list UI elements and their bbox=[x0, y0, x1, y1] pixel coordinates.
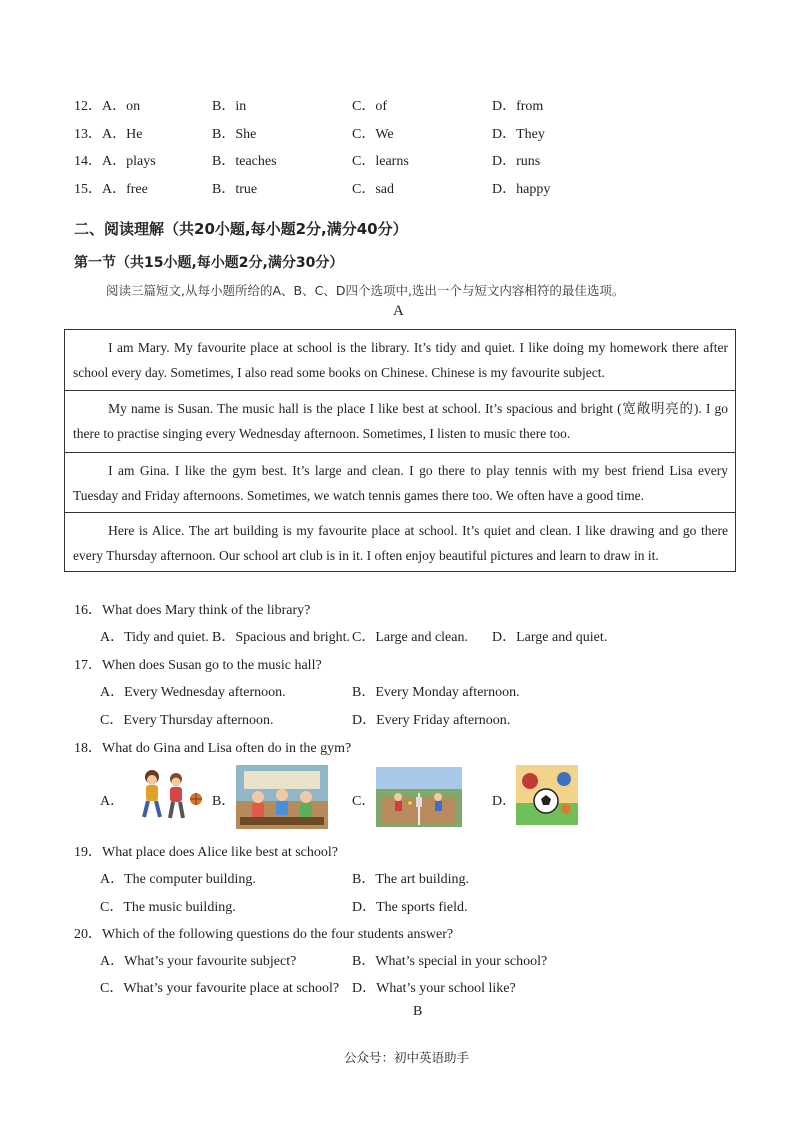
question-number: 14． bbox=[74, 154, 102, 169]
option-d: D． bbox=[492, 794, 517, 809]
question-stem: 18．What do Gina and Lisa often do in the gym? bbox=[74, 741, 352, 756]
cloze-row bbox=[74, 126, 142, 144]
option-b: B． bbox=[212, 794, 236, 809]
option-b: B．Spacious and bright. bbox=[212, 630, 351, 645]
basketball-kids-picture bbox=[130, 767, 210, 825]
question-stem: 17．When does Susan go to the music hall? bbox=[74, 658, 322, 673]
question-stem: 20．Which of the following questions do the four students answer? bbox=[74, 927, 454, 942]
option-a: A．free bbox=[102, 182, 148, 197]
question-number: 13． bbox=[74, 127, 102, 142]
cloze-row bbox=[74, 98, 140, 116]
option-d: D．Large and quiet. bbox=[492, 630, 608, 645]
option-c: C． bbox=[352, 794, 376, 809]
option-d: D．happy bbox=[492, 182, 551, 197]
cloze-row bbox=[74, 181, 148, 199]
option-c: C．What’s your favourite place at school? bbox=[100, 981, 340, 996]
option-c: C．learns bbox=[352, 154, 409, 169]
passage-mary: I am Mary. My favourite place at school is the library. It’s tidy and quiet. I like doing my homework there after school every day. Sometimes, I also read some books on Chinese. Chinese is my favourite subject. bbox=[65, 330, 735, 391]
option-a: A．He bbox=[102, 127, 143, 142]
option-c: C．of bbox=[352, 99, 387, 114]
option-d: D．What’s your school like? bbox=[352, 981, 516, 996]
passage-susan: My name is Susan. The music hall is the place I like best at school. It’s spacious and bright (宽敞明亮的). I go there to practise singing every Wednesday afternoon. Sometimes, I listen to music there too. bbox=[65, 391, 735, 453]
option-d: D．runs bbox=[492, 154, 541, 169]
option-c: C．Every Thursday afternoon. bbox=[100, 713, 274, 728]
instruction-text: 阅读三篇短文,从每小题所给的A、B、C、D四个选项中,选出一个与短文内容相符的最佳选项。 bbox=[106, 283, 625, 298]
option-b: B．in bbox=[212, 99, 247, 114]
option-d: D．The sports field. bbox=[352, 900, 468, 915]
passages-table bbox=[64, 329, 736, 572]
option-a: A．on bbox=[102, 99, 141, 114]
option-a: A．Every Wednesday afternoon. bbox=[100, 685, 286, 700]
question-stem: 19．What place does Alice like best at school? bbox=[74, 845, 338, 860]
section-title: 二、阅读理解（共20小题,每小题2分,满分40分） bbox=[74, 220, 408, 238]
option-c: C．sad bbox=[352, 182, 394, 197]
tennis-court-picture bbox=[376, 767, 462, 827]
option-a: A． bbox=[100, 794, 125, 809]
option-c: C．The music building. bbox=[100, 900, 236, 915]
football-kids-picture bbox=[516, 765, 578, 825]
option-a: A．Tidy and quiet. bbox=[100, 630, 209, 645]
classroom-kids-picture bbox=[236, 765, 328, 829]
option-a: A．The computer building. bbox=[100, 872, 256, 887]
footer-text: 公众号：初中英语助手 bbox=[344, 1050, 470, 1065]
question-stem: 16．What does Mary think of the library? bbox=[74, 603, 311, 618]
option-a: A．What’s your favourite subject? bbox=[100, 954, 297, 969]
part-title: 第一节（共15小题,每小题2分,满分30分） bbox=[74, 255, 344, 271]
passage-gina: I am Gina. I like the gym best. It’s large and clean. I go there to play tennis with my best friend Lisa every Tuesday and Friday afternoons. Sometimes, we watch tennis games there too. We often have a good time. bbox=[65, 453, 735, 513]
option-b: B．teaches bbox=[212, 154, 277, 169]
option-b: B．What’s special in your school? bbox=[352, 954, 548, 969]
cloze-row bbox=[74, 153, 156, 171]
option-d: D．They bbox=[492, 127, 545, 142]
option-a: A．plays bbox=[102, 154, 156, 169]
question-number: 15． bbox=[74, 182, 102, 197]
option-c: C．We bbox=[352, 127, 394, 142]
option-d: D．from bbox=[492, 99, 544, 114]
option-b: B．true bbox=[212, 182, 258, 197]
passage-label: A bbox=[393, 303, 404, 319]
passage-alice: Here is Alice. The art building is my favourite place at school. It’s quiet and clean. I like drawing and go there every Thursday afternoon. Our school art club is in it. I often enjoy beautiful pictures and learn to draw in it. bbox=[73, 523, 728, 563]
option-d: D．Every Friday afternoon. bbox=[352, 713, 511, 728]
option-b: B．Every Monday afternoon. bbox=[352, 685, 520, 700]
question-number: 12． bbox=[74, 99, 102, 114]
option-b: B．The art building. bbox=[352, 872, 470, 887]
option-c: C．Large and clean. bbox=[352, 630, 468, 645]
next-passage-label: B bbox=[413, 1004, 423, 1019]
option-b: B．She bbox=[212, 127, 257, 142]
